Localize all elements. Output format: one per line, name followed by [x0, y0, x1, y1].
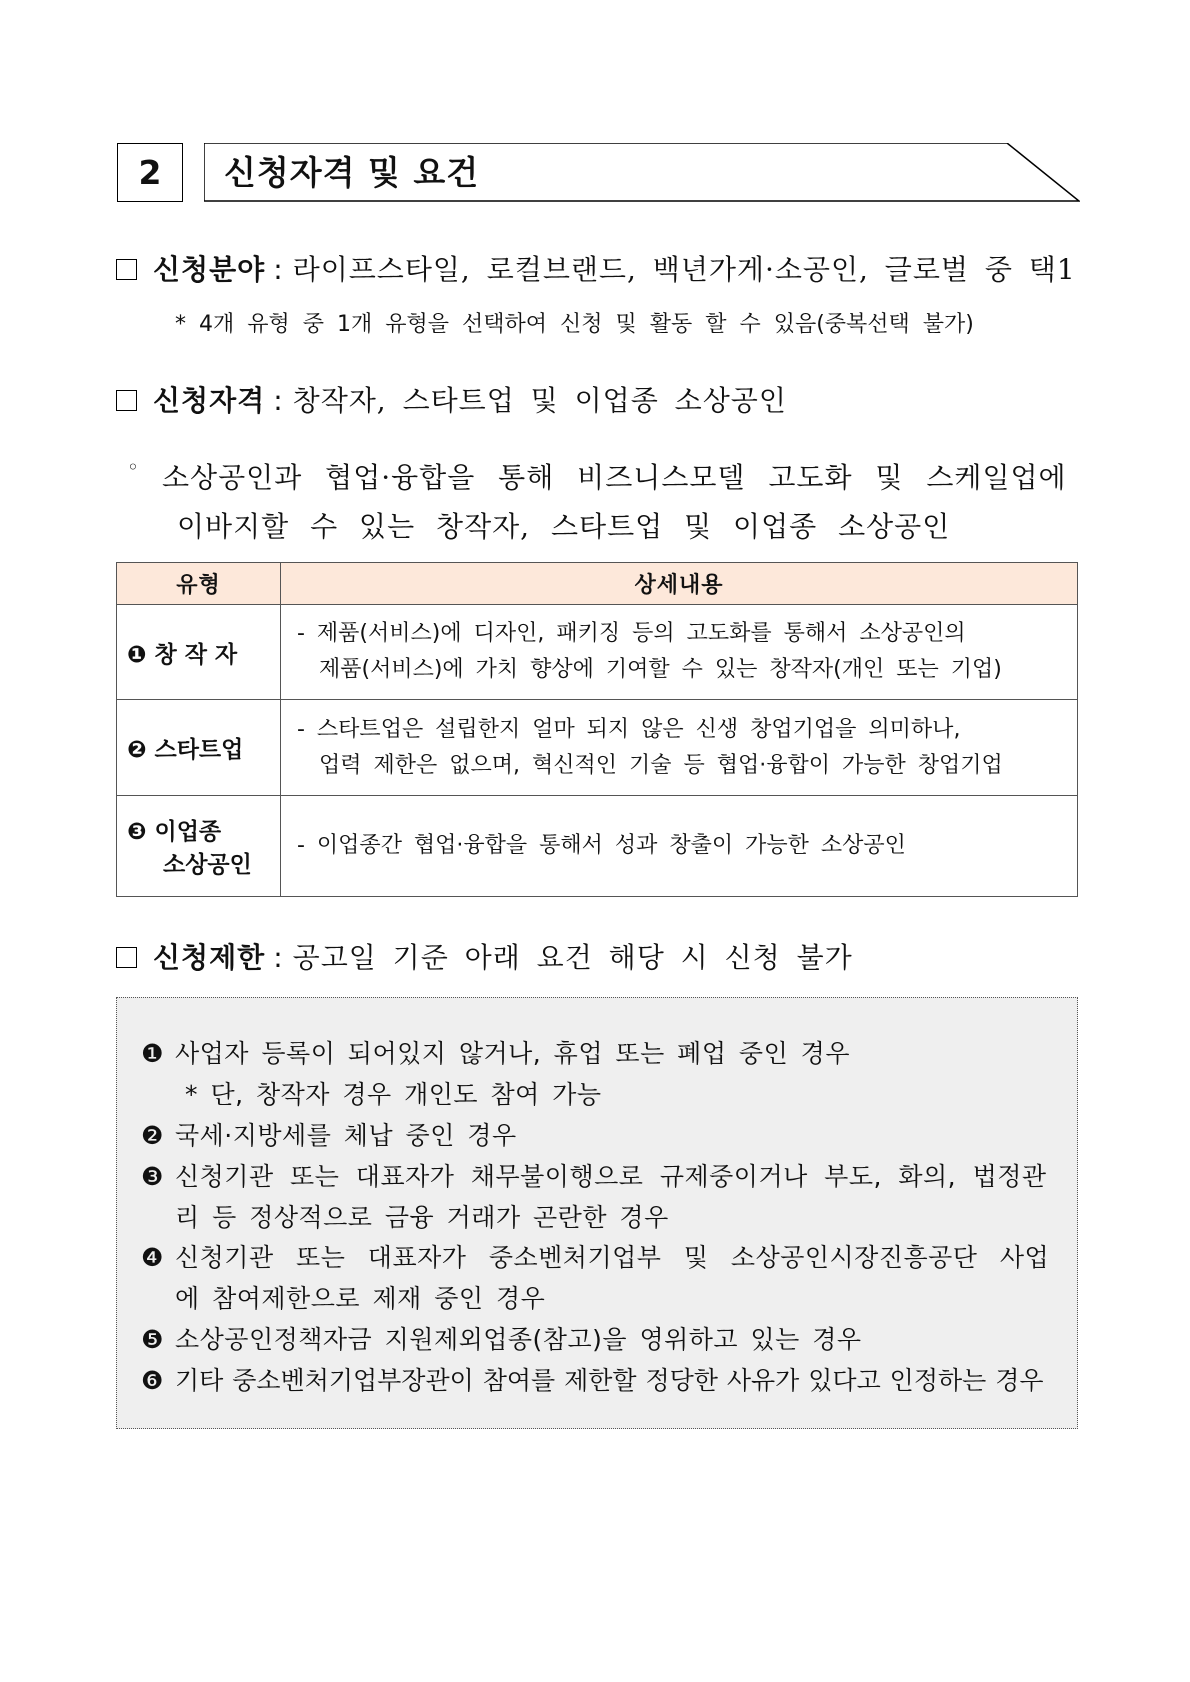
section-number: 2 [117, 143, 183, 202]
type-description-line2: 업력 제한은 없으며, 혁신적인 기술 등 협업·융합이 가능한 창업기업 [319, 752, 1003, 778]
type-label [117, 605, 281, 700]
restriction-item-line1: 신청기관 또는 대표자가 채무불이행으로 규제중이거나 부도, 화의, 법정관 [175, 1162, 1047, 1191]
table-header-type: 유형 [117, 563, 281, 605]
field-heading: 신청분야 [153, 253, 266, 286]
restriction-item-number: ❶ [141, 1039, 164, 1068]
restriction-item-number: ❷ [141, 1121, 164, 1150]
type-description-line1: - 제품(서비스)에 디자인, 패키징 등의 고도화를 통해서 소상공인의 [297, 621, 966, 646]
type-label-text-line2: 소상공인 [163, 852, 252, 878]
type-label [117, 700, 281, 796]
restriction-heading: 신청제한 [153, 941, 266, 974]
restriction-item-line1: 사업자 등록이 되어있지 않거나, 휴업 또는 폐업 중인 경우 [175, 1039, 850, 1068]
section-title-box [204, 143, 1080, 203]
table-header-row [117, 563, 1078, 605]
type-label-text: ❶ 창 작 자 [127, 641, 238, 668]
restriction-body: 공고일 기준 아래 요건 해당 시 신청 불가 [292, 941, 853, 974]
restriction-item-line2: 리 등 정상적으로 금융 거래가 곤란한 경우 [175, 1203, 669, 1232]
restriction-item [141, 1320, 862, 1356]
type-label-text: ❷ 스타트업 [127, 737, 244, 763]
eligibility-detail-line1: 소상공인과 협업·융합을 통해 비즈니스모델 고도화 및 스케일업에 [162, 461, 1067, 494]
restriction-item-number: ❸ [141, 1162, 164, 1191]
field-colon: : [273, 253, 283, 286]
type-description-line1: - 스타트업은 설립한지 얼마 되지 않은 신생 창업기업을 의미하나, [297, 716, 961, 742]
restriction-list-box [116, 997, 1078, 1429]
circle-bullet-icon: ◦ [127, 455, 140, 479]
checkbox-square-icon [116, 390, 137, 411]
type-description-line1: - 이업종간 협업·융합을 통해서 성과 창출이 가능한 소상공인 [297, 833, 906, 858]
restriction-item [141, 1238, 1049, 1274]
type-description-line2: 제품(서비스)에 가치 향상에 기여할 수 있는 창작자(개인 또는 기업) [319, 657, 1002, 682]
table-row [117, 700, 1078, 796]
restriction-item-line1: 국세·지방세를 체납 중인 경우 [175, 1121, 517, 1150]
table-header-detail: 상세내용 [281, 563, 1078, 605]
restriction-paragraph [116, 936, 853, 976]
type-label [117, 796, 281, 897]
eligibility-detail-line2: 이바지할 수 있는 창작자, 스타트업 및 이업종 소상공인 [177, 510, 951, 543]
restriction-item-line1: 신청기관 또는 대표자가 중소벤처기업부 및 소상공인시장진흥공단 사업 [175, 1243, 1050, 1272]
type-label-text: ❸ 이업종 [127, 819, 222, 845]
field-note: * 4개 유형 중 1개 유형을 선택하여 신청 및 활동 할 수 있음(중복선택 불가) [175, 312, 974, 337]
restriction-item [141, 1034, 850, 1070]
section-title: 신청자격 및 요건 [224, 153, 480, 192]
restriction-item-line2: * 단, 창작자 경우 개인도 참여 가능 [185, 1080, 602, 1109]
restriction-item [141, 1361, 1044, 1397]
restriction-item-number: ❹ [141, 1243, 164, 1272]
table-row [117, 605, 1078, 700]
eligibility-colon: : [273, 384, 283, 417]
type-description [281, 700, 1078, 796]
restriction-item-number: ❻ [141, 1366, 164, 1395]
restriction-item-line1: 기타 중소벤처기업부장관이 참여를 제한할 정당한 사유가 있다고 인정하는 경우 [175, 1366, 1044, 1395]
eligibility-paragraph [116, 379, 787, 419]
eligibility-body: 창작자, 스타트업 및 이업종 소상공인 [292, 384, 787, 417]
field-body: 라이프스타일, 로컬브랜드, 백년가게·소공인, 글로벌 중 택1 [292, 253, 1076, 286]
restriction-item [141, 1157, 1047, 1193]
type-description [281, 605, 1078, 700]
checkbox-square-icon [116, 259, 137, 280]
eligibility-heading: 신청자격 [153, 384, 266, 417]
restriction-item-number: ❺ [141, 1325, 164, 1354]
restriction-item [141, 1116, 517, 1152]
field-paragraph [116, 248, 1076, 288]
restriction-colon: : [273, 941, 283, 974]
table-row [117, 796, 1078, 897]
type-description [281, 796, 1078, 897]
restriction-item-line2: 에 참여제한으로 제재 중인 경우 [175, 1284, 546, 1313]
restriction-item-line1: 소상공인정책자금 지원제외업종(참고)을 영위하고 있는 경우 [175, 1325, 862, 1354]
types-table [116, 562, 1078, 897]
checkbox-square-icon [116, 947, 137, 968]
